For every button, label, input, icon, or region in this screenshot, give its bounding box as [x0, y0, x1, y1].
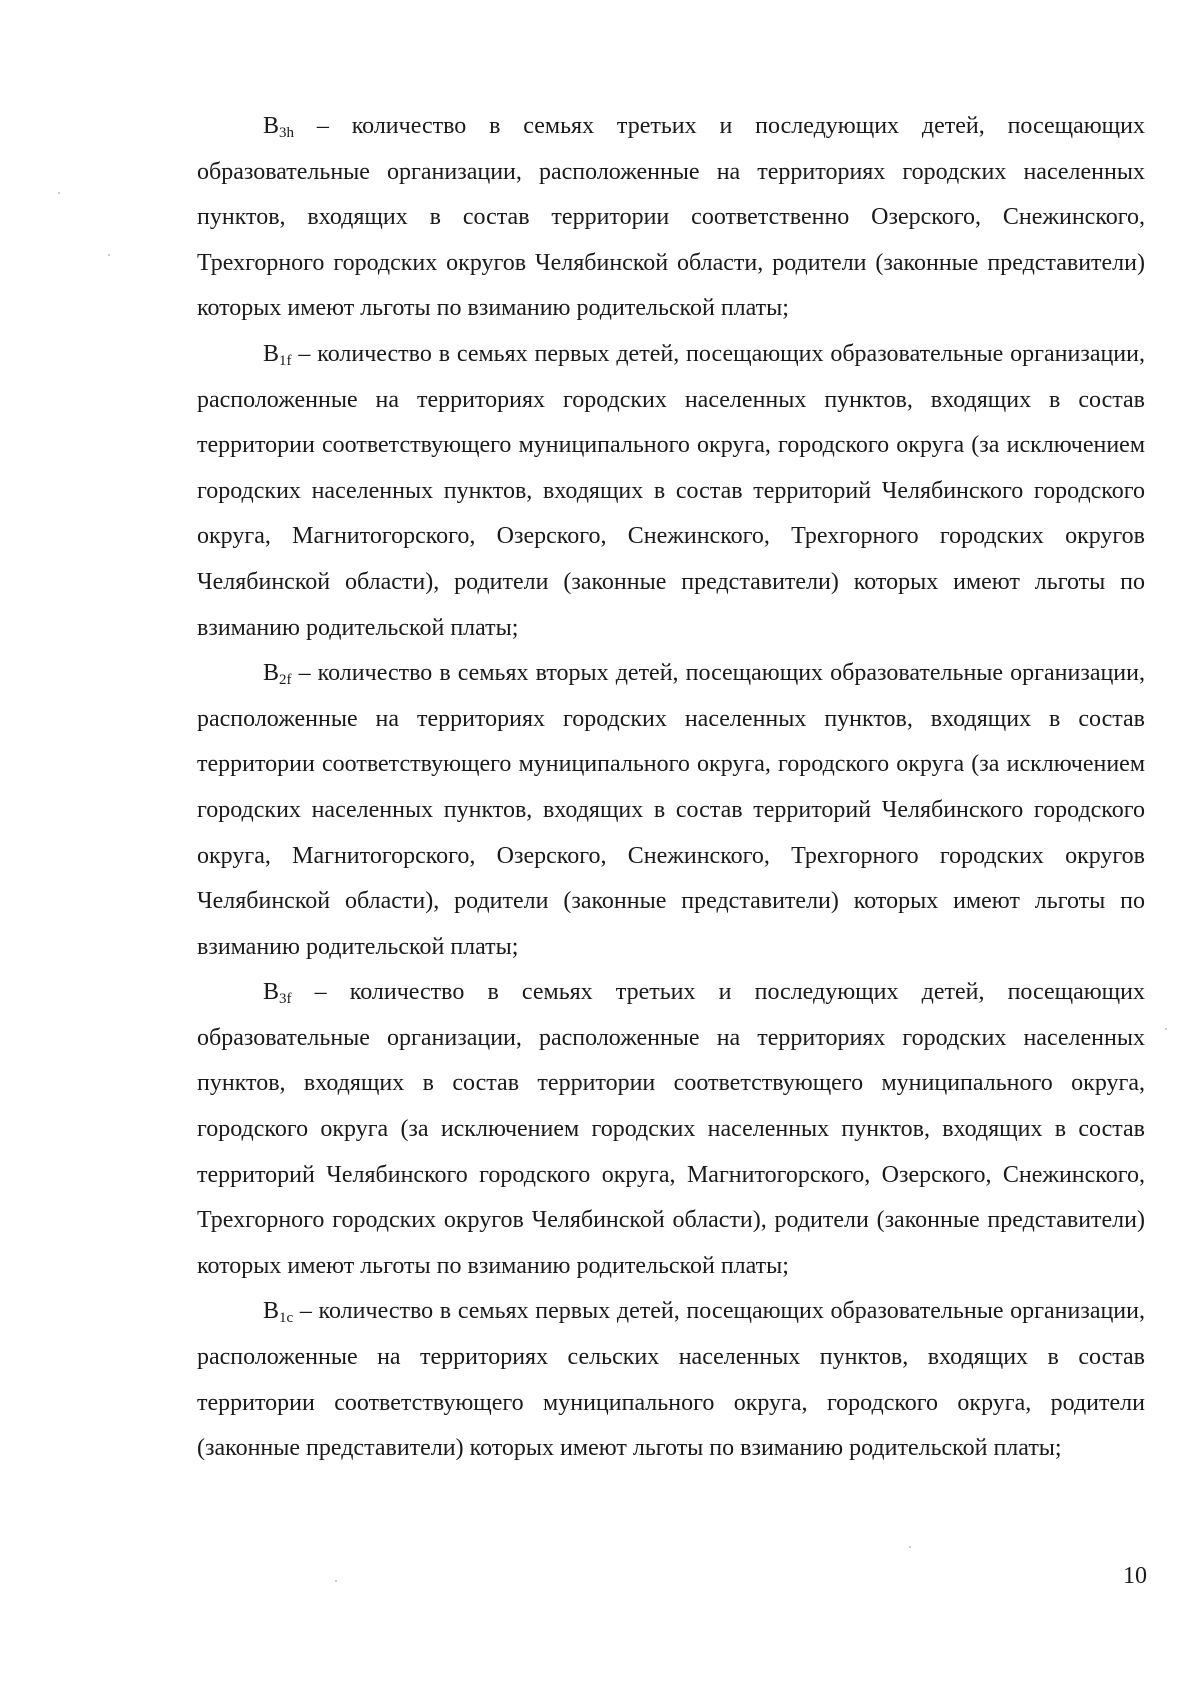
scan-speck — [909, 1546, 911, 1548]
definition-text: – количество в семьях первых детей, посещающих образовательные организации, расположенные на территориях городских населенных пунктов, входящих в состав территории соответствующего муниципального округа, городского округа (за исключением городских населенных пунктов, входящих в состав территорий Челябинского городского округа, Магнитогорского, Озерского, Снежинского, Трехгорного городских округов Челябинской области), родители (законные представители) которых имеют льготы по взиманию родительской платы; — [197, 340, 1145, 641]
definition-paragraph-b1f — [197, 332, 1145, 651]
symbol-subscript: 2f — [279, 672, 292, 689]
symbol-letter: B — [263, 660, 280, 687]
definition-text: – количество в семьях третьих и последующих детей, посещающих образовательные организации, расположенные на территориях городских населенных пунктов, входящих в состав территории соответствующего муниципального округа, городского округа (за исключением городских населенных пунктов, входящих в состав территорий Челябинского городского округа, Магнитогорского, Озерского, Снежинского, Трехгорного городских округов Челябинской области), родители (законные представители) которых имеют льготы по взиманию родительской платы; — [197, 979, 1145, 1279]
variable-symbol — [263, 113, 294, 139]
page-number: 10 — [1123, 1563, 1147, 1589]
definition-paragraph-b1c — [197, 1289, 1145, 1471]
document-body — [197, 104, 1145, 1472]
variable-symbol — [263, 1298, 294, 1327]
variable-symbol — [263, 979, 292, 1008]
definition-paragraph-b2f — [197, 651, 1145, 970]
scan-speck — [58, 192, 60, 194]
scan-speck — [1165, 1028, 1167, 1030]
definition-paragraph-b3h — [197, 104, 1145, 332]
symbol-letter: B — [263, 1298, 280, 1325]
symbol-subscript: 1f — [279, 352, 292, 369]
symbol-letter: B — [263, 113, 280, 139]
variable-symbol — [263, 341, 292, 367]
scan-speck — [335, 1580, 337, 1582]
symbol-subscript: 3f — [279, 991, 292, 1008]
definition-text: – количество в семьях вторых детей, посещающих образовательные организации, расположенные на территориях городских населенных пунктов, входящих в состав территории соответствующего муниципального округа, городского округа (за исключением городских населенных пунктов, входящих в состав территорий Челябинского городского округа, Магнитогорского, Озерского, Снежинского, Трехгорного городских округов Челябинской области), родители (законные представители) которых имеют льготы по взиманию родительской платы; — [197, 660, 1145, 960]
definition-text: – количество в семьях третьих и последующих детей, посещающих образовательные организации, расположенные на территориях городских населенных пунктов, входящих в состав территории соответственно Озерского, Снежинского, Трехгорного городских округов Челябинской области, родители (законные представители) которых имеют льготы по взиманию родительской платы; — [197, 113, 1145, 322]
definition-text: – количество в семьях первых детей, посещающих образовательные организации, расположенные на территориях сельских населенных пунктов, входящих в состав территории соответствующего муниципального округа, городского округа, родители (законные представители) которых имеют льготы по взиманию родительской платы; — [197, 1298, 1145, 1462]
definition-paragraph-b3f — [197, 970, 1145, 1289]
symbol-letter: B — [263, 979, 280, 1006]
symbol-letter: B — [263, 340, 280, 367]
variable-symbol — [263, 660, 292, 689]
symbol-subscript: 3h — [279, 125, 295, 141]
scan-speck — [108, 254, 110, 256]
symbol-subscript: 1c — [279, 1310, 294, 1327]
